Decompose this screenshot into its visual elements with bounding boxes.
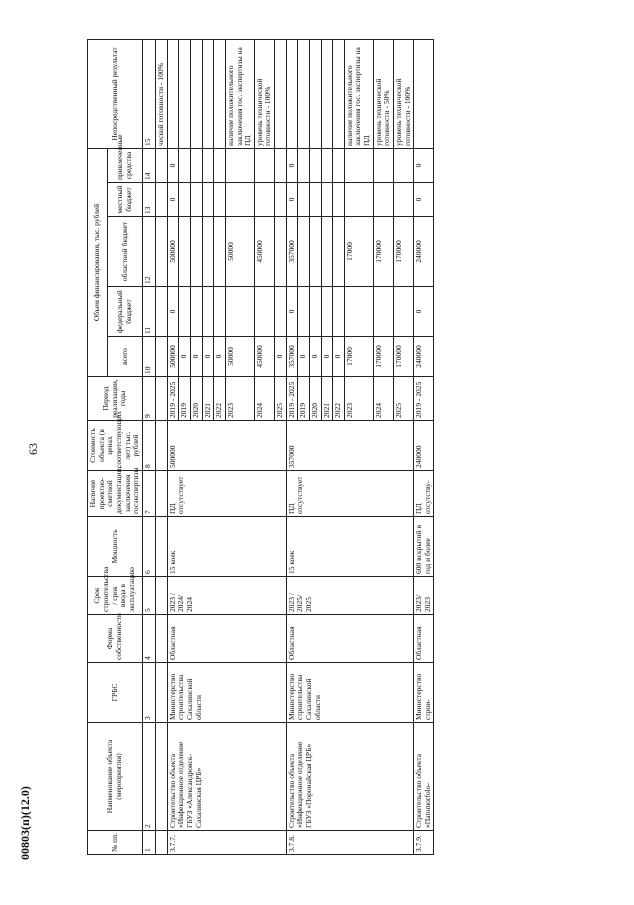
other-amount: [298, 148, 310, 182]
regional-amount: [275, 217, 287, 287]
ownership-type: Областная: [414, 615, 434, 663]
object-name: Строительство объекта «Пatomorfolo-: [414, 723, 434, 831]
col-num: 3: [142, 663, 155, 723]
carry-over-result: ческой готовности - 100%: [155, 39, 167, 148]
regional-amount: 450000: [254, 217, 274, 287]
direct-result: [275, 39, 287, 148]
regional-amount: 17000: [344, 217, 373, 287]
col-num: 10: [142, 337, 155, 377]
construction-term: 2023/ 2023: [414, 577, 434, 615]
federal-amount: [344, 287, 373, 337]
local-amount: [202, 183, 214, 217]
period: 2020: [191, 377, 203, 421]
local-amount: [309, 183, 321, 217]
period: 2021: [202, 377, 214, 421]
table-row: [414, 39, 434, 854]
header-local: местный бюджет: [107, 183, 142, 217]
total-amount: 0: [191, 337, 203, 377]
regional-amount: 357000: [286, 217, 298, 287]
other-amount: [393, 148, 413, 182]
header-total: всего: [107, 337, 142, 377]
header-name: Наименование объекта (мероприятия): [88, 723, 143, 831]
other-amount: [309, 148, 321, 182]
item-number: 3.7.7.: [167, 831, 286, 855]
col-num: 14: [142, 148, 155, 182]
regional-amount: [321, 217, 333, 287]
other-amount: 0: [167, 148, 179, 182]
total-amount: 357000: [286, 337, 298, 377]
design-docs-status: ПД отсутствует: [286, 471, 414, 517]
total-amount: 170000: [373, 337, 393, 377]
period: 2019: [298, 377, 310, 421]
federal-amount: [202, 287, 214, 337]
other-amount: [333, 148, 345, 182]
period: 2025: [393, 377, 413, 421]
header-ownership: Форма собственности: [88, 615, 143, 663]
item-number: 3.7.9.: [414, 831, 434, 855]
direct-result: [167, 39, 179, 148]
col-num: 7: [142, 471, 155, 517]
federal-amount: [179, 287, 191, 337]
federal-amount: 0: [414, 287, 434, 337]
other-amount: [344, 148, 373, 182]
period: 2019 - 2025: [167, 377, 179, 421]
construction-term: 2023 / 2024/ 2024: [167, 577, 286, 615]
table-row: [167, 39, 179, 854]
col-num: 4: [142, 615, 155, 663]
document-code: 00803(п)(12.0): [18, 786, 32, 860]
other-amount: [202, 148, 214, 182]
local-amount: [254, 183, 274, 217]
regional-amount: [298, 217, 310, 287]
federal-amount: [254, 287, 274, 337]
other-amount: [214, 148, 226, 182]
local-amount: [275, 183, 287, 217]
period: 2021: [321, 377, 333, 421]
local-amount: [321, 183, 333, 217]
direct-result: [179, 39, 191, 148]
local-amount: 0: [286, 183, 298, 217]
period: 2023: [344, 377, 373, 421]
col-num: 2: [142, 723, 155, 831]
direct-result: [321, 39, 333, 148]
federal-amount: [214, 287, 226, 337]
local-amount: [214, 183, 226, 217]
local-amount: 0: [167, 183, 179, 217]
col-num: 11: [142, 287, 155, 337]
table-row: [286, 39, 298, 854]
total-amount: 50000: [225, 337, 254, 377]
total-amount: 0: [321, 337, 333, 377]
col-num: 6: [142, 517, 155, 577]
object-name: Строительство объекта «Инфекционное отделение ГБУЗ «Александровск-Сахалинская ЦРБ»: [167, 723, 286, 831]
other-amount: [191, 148, 203, 182]
other-amount: [179, 148, 191, 182]
regional-amount: [202, 217, 214, 287]
col-num: 9: [142, 377, 155, 421]
federal-amount: [309, 287, 321, 337]
regional-amount: [309, 217, 321, 287]
design-docs-status: ПД отсутству-: [414, 471, 434, 517]
col-num: 1: [142, 831, 155, 855]
header-cost: Стоимость объекта (в ценах соответствующих лет) тыс. рублей: [88, 421, 143, 471]
total-amount: 0: [298, 337, 310, 377]
total-amount: 500000: [167, 337, 179, 377]
local-amount: [393, 183, 413, 217]
federal-amount: 0: [286, 287, 298, 337]
direct-result: [286, 39, 298, 148]
local-amount: [333, 183, 345, 217]
carry-over-row: [155, 39, 167, 854]
capacity: 15 коек: [167, 517, 286, 577]
construction-term: 2023 / 2025/ 2025: [286, 577, 414, 615]
federal-amount: [321, 287, 333, 337]
total-amount: 0: [275, 337, 287, 377]
federal-amount: [275, 287, 287, 337]
local-amount: [179, 183, 191, 217]
local-amount: 0: [414, 183, 434, 217]
table-body: [167, 39, 434, 854]
federal-amount: [225, 287, 254, 337]
grbs-name: Министерство строительства Сахалинской области: [286, 663, 414, 723]
period: 2022: [333, 377, 345, 421]
direct-result: уровень технической готовности - 50%: [373, 39, 393, 148]
header-term: Срок строительства / срок ввода в эксплуатацию: [88, 577, 143, 615]
other-amount: 0: [286, 148, 298, 182]
federal-amount: [191, 287, 203, 337]
regional-amount: [214, 217, 226, 287]
federal-amount: [333, 287, 345, 337]
federal-amount: [373, 287, 393, 337]
total-amount: 0: [214, 337, 226, 377]
design-docs-status: ПД отсутствует: [167, 471, 286, 517]
regional-amount: 50000: [225, 217, 254, 287]
federal-amount: 0: [167, 287, 179, 337]
header-other: привлеченные средства: [107, 148, 142, 182]
total-amount: 170000: [393, 337, 413, 377]
other-amount: [225, 148, 254, 182]
header-design-docs: Наличие проектно-сметной документации, заключения госэкспертизы: [88, 471, 143, 517]
col-num: 8: [142, 421, 155, 471]
header-regional: областной бюджет: [107, 217, 142, 287]
total-amount: 0: [179, 337, 191, 377]
direct-result: [414, 39, 434, 148]
direct-result: уровень технической готовности - 100%: [393, 39, 413, 148]
header-period: Период реализации, годы: [88, 377, 143, 421]
header-grbs: ГРБС: [88, 663, 143, 723]
item-number: 3.7.8.: [286, 831, 414, 855]
direct-result: наличие положительного заключения гос. экспертизы на ПД: [225, 39, 254, 148]
other-amount: [254, 148, 274, 182]
column-number-row: [142, 39, 155, 854]
local-amount: [191, 183, 203, 217]
object-cost: 500000: [167, 421, 286, 471]
object-cost: 240000: [414, 421, 434, 471]
period: 2019 - 2025: [286, 377, 298, 421]
direct-result: [191, 39, 203, 148]
grbs-name: Министерство строи-: [414, 663, 434, 723]
financing-table: [87, 39, 434, 855]
period: 2019: [179, 377, 191, 421]
total-amount: 0: [309, 337, 321, 377]
col-num: 5: [142, 577, 155, 615]
regional-amount: [191, 217, 203, 287]
capacity: 15 коек: [286, 517, 414, 577]
regional-amount: 170000: [393, 217, 413, 287]
local-amount: [344, 183, 373, 217]
col-num: 13: [142, 183, 155, 217]
ownership-type: Областная: [286, 615, 414, 663]
direct-result: [202, 39, 214, 148]
object-name: Строительство объекта «Инфекционное отделение ГБУЗ «Поронайская ЦРБ»: [286, 723, 414, 831]
regional-amount: 170000: [373, 217, 393, 287]
total-amount: 0: [333, 337, 345, 377]
total-amount: 0: [202, 337, 214, 377]
direct-result: [214, 39, 226, 148]
regional-amount: 500000: [167, 217, 179, 287]
regional-amount: [179, 217, 191, 287]
period: 2024: [254, 377, 274, 421]
total-amount: 240000: [414, 337, 434, 377]
header-capacity: Мощность: [88, 517, 143, 577]
grbs-name: Министерство строительства Сахалинской области: [167, 663, 286, 723]
col-num: 15: [142, 39, 155, 148]
direct-result: [298, 39, 310, 148]
rotated-table-container: [87, 40, 607, 855]
period: 2025: [275, 377, 287, 421]
period: 2019 - 2025: [414, 377, 434, 421]
federal-amount: [393, 287, 413, 337]
regional-amount: 240000: [414, 217, 434, 287]
other-amount: [373, 148, 393, 182]
other-amount: [275, 148, 287, 182]
object-cost: 357000: [286, 421, 414, 471]
local-amount: [225, 183, 254, 217]
capacity: 600 вскрытий в год и более: [414, 517, 434, 577]
period: 2024: [373, 377, 393, 421]
period: 2023: [225, 377, 254, 421]
total-amount: 450000: [254, 337, 274, 377]
total-amount: 17000: [344, 337, 373, 377]
header-no: № пп.: [88, 831, 143, 855]
other-amount: [321, 148, 333, 182]
header-result: Непосредственный результат: [88, 39, 143, 148]
header-funding: Объем финансирования, тыс. рублей: [88, 148, 108, 376]
direct-result: уровень технической готовности - 100%: [254, 39, 274, 148]
header-federal: федеральный бюджет: [107, 287, 142, 337]
direct-result: наличие положительного заключения гос. экспертизы на ПД: [344, 39, 373, 148]
period: 2022: [214, 377, 226, 421]
local-amount: [298, 183, 310, 217]
direct-result: [333, 39, 345, 148]
direct-result: [309, 39, 321, 148]
local-amount: [373, 183, 393, 217]
page-number: 63: [26, 443, 40, 455]
col-num: 12: [142, 217, 155, 287]
federal-amount: [298, 287, 310, 337]
ownership-type: Областная: [167, 615, 286, 663]
period: 2020: [309, 377, 321, 421]
regional-amount: [333, 217, 345, 287]
other-amount: 0: [414, 148, 434, 182]
